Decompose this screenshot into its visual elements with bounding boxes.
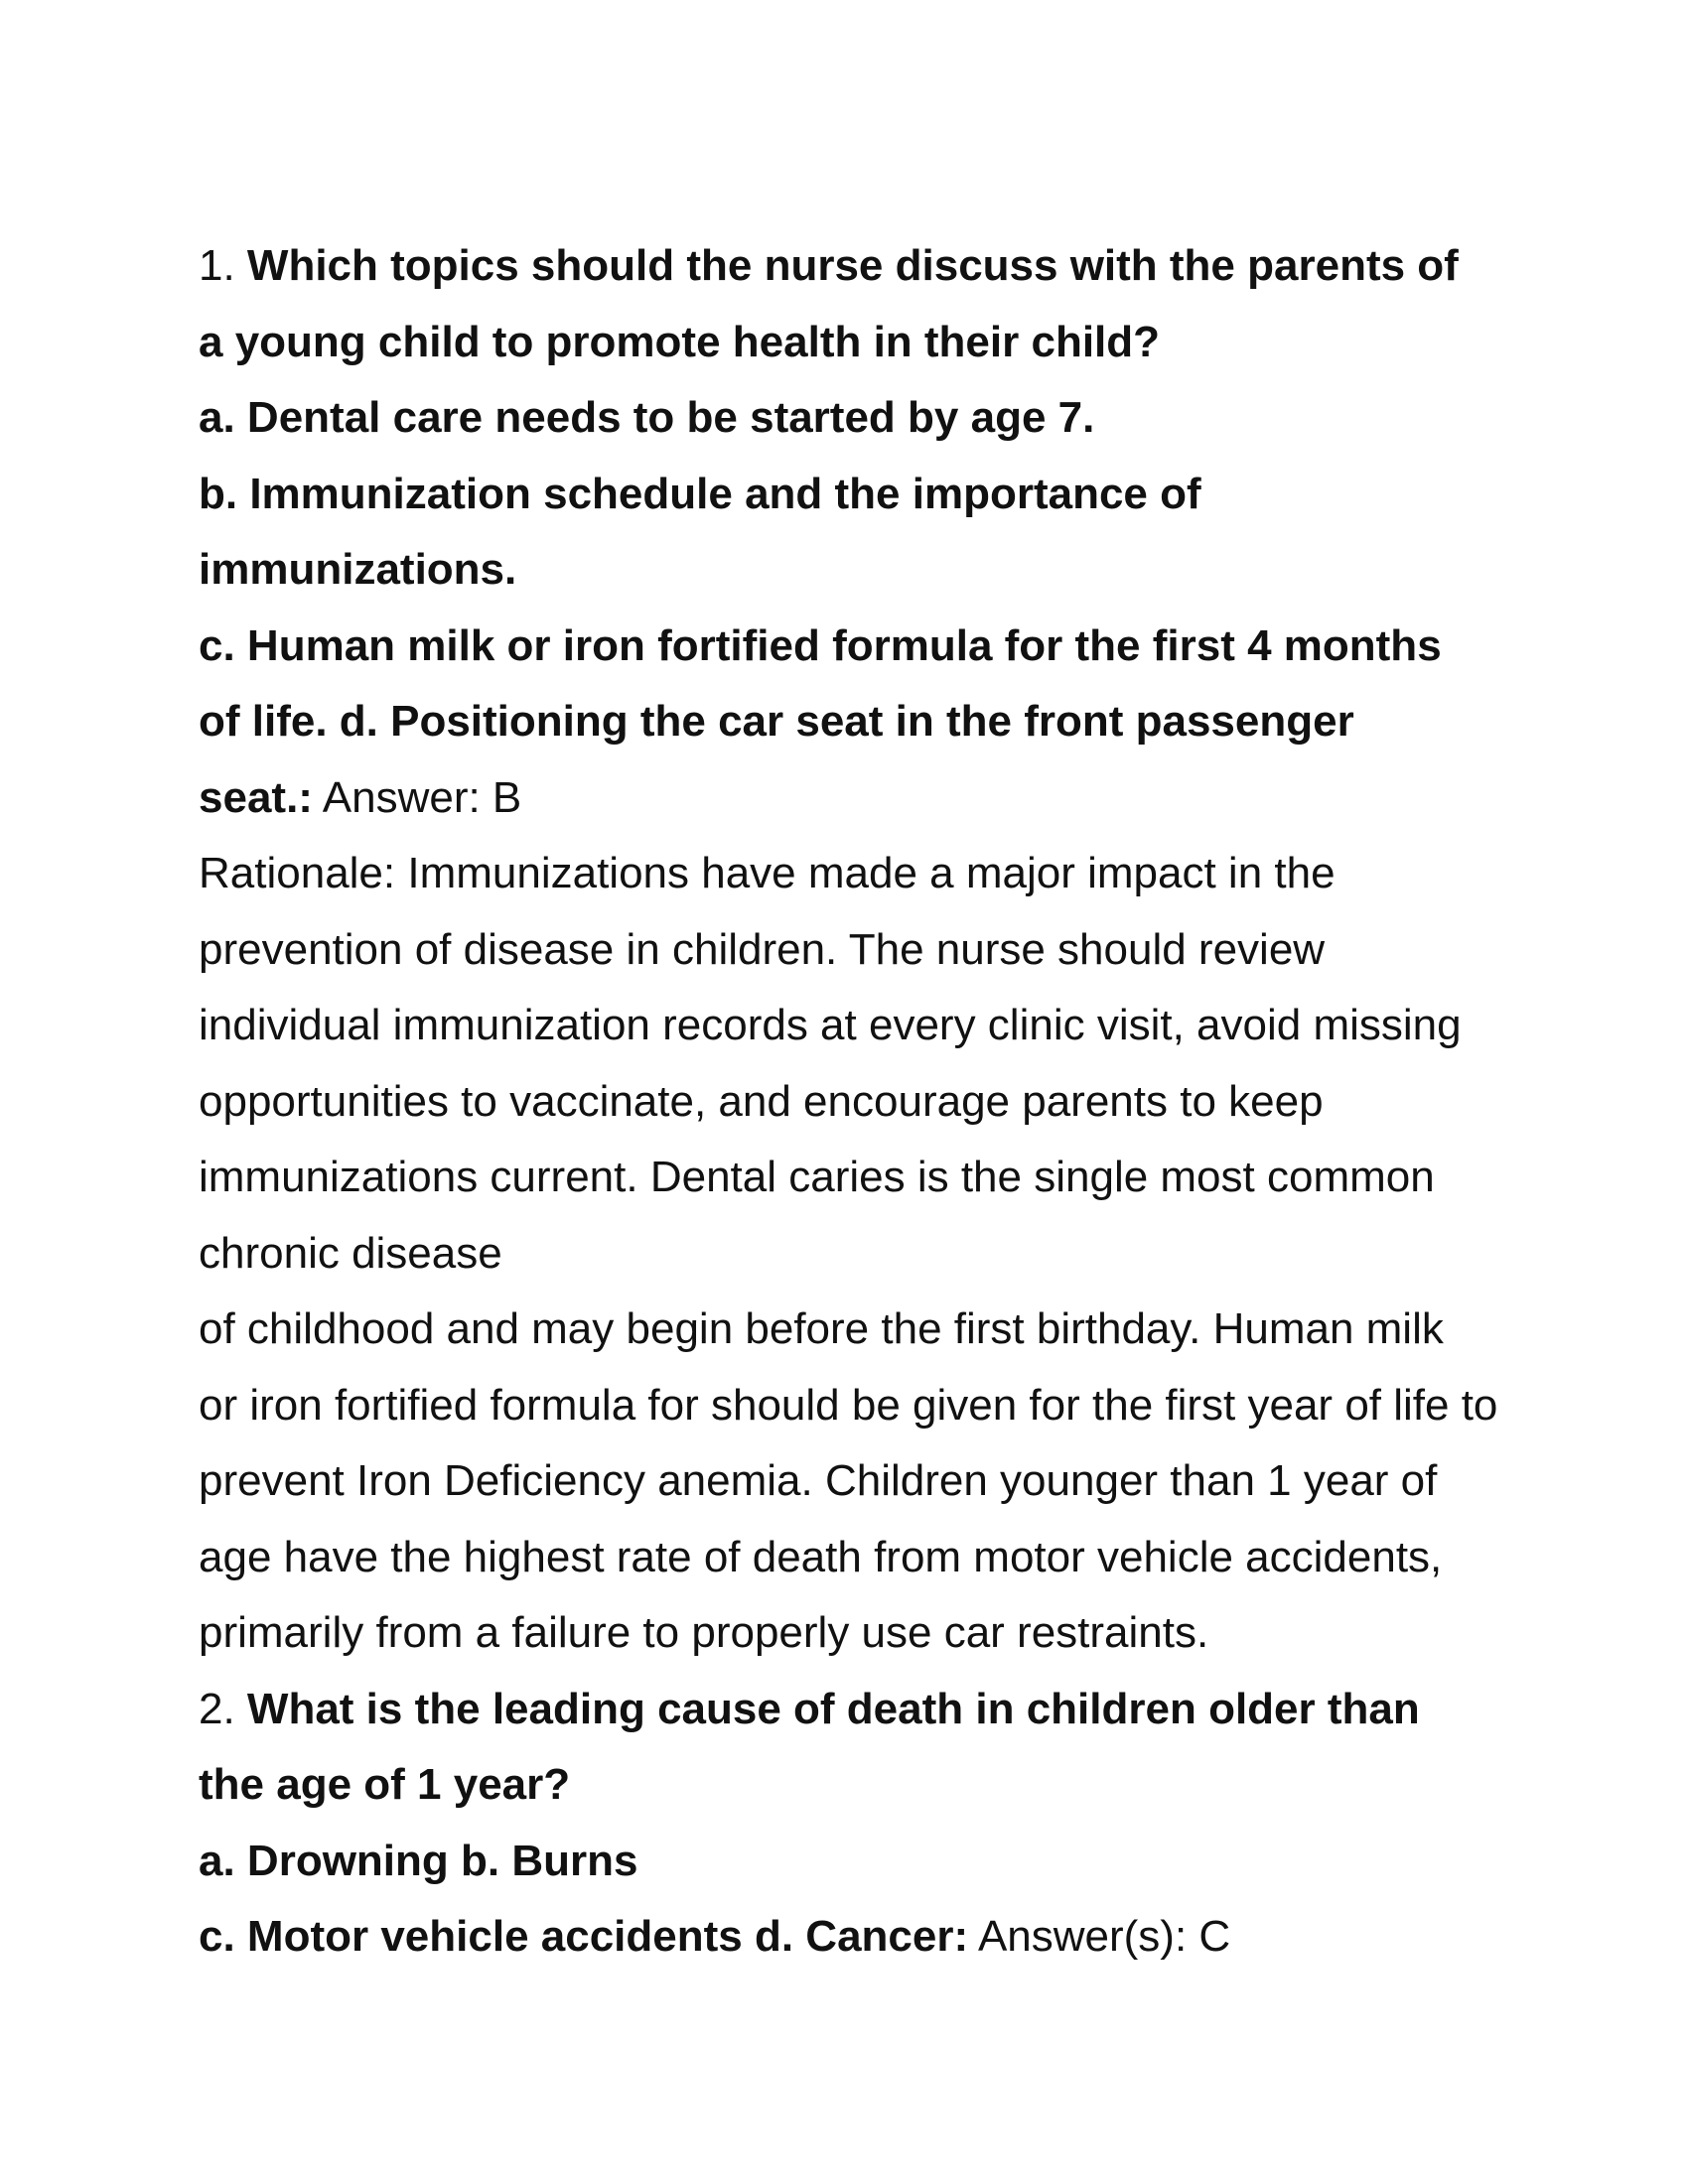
q2-options-cd-answer-line xyxy=(199,1899,1509,1976)
q1-rationale-line-2: prevention of disease in children. The nurse should review xyxy=(199,924,1326,974)
q1-rationale-line-10: age have the highest rate of death from motor vehicle accidents, xyxy=(199,1532,1443,1581)
q1-option-cd-line-2: of life. d. Positioning the car seat in the front passenger xyxy=(199,697,1354,746)
q2-options-ab: a. Drowning b. Burns xyxy=(199,1836,638,1885)
q1-question-text-1: Which topics should the nurse discuss with the parents of xyxy=(246,241,1459,290)
q1-rationale-line-11: primarily from a failure to properly use car restraints. xyxy=(199,1608,1209,1657)
q2-question-line-2: the age of 1 year? xyxy=(199,1760,571,1809)
q2-question-text-1: What is the leading cause of death in children older than xyxy=(246,1684,1420,1733)
q1-rationale-line-6: chronic disease xyxy=(199,1228,502,1278)
q2-question-line-1 xyxy=(199,1672,1509,1748)
q1-answer: Answer: B xyxy=(312,772,522,822)
q1-option-d-tail: seat.: xyxy=(199,772,313,822)
q1-rationale-line-4: opportunities to vaccinate, and encourage parents to keep xyxy=(199,1076,1324,1126)
q1-number: 1. xyxy=(199,241,247,290)
q2-options-cd: c. Motor vehicle accidents d. Cancer: xyxy=(199,1912,969,1961)
q2-answer: Answer(s): C xyxy=(968,1912,1231,1961)
q1-option-d-answer-line xyxy=(199,760,1509,837)
q1-option-a: a. Dental care needs to be started by age 7. xyxy=(199,393,1095,442)
q1-question-line-1 xyxy=(199,228,1509,305)
q1-rationale-line-8: or iron fortified formula for should be given for the first year of life to xyxy=(199,1380,1498,1430)
q1-rationale-line-9: prevent Iron Deficiency anemia. Children younger than 1 year of xyxy=(199,1456,1438,1505)
q1-option-b-line-2: immunizations. xyxy=(199,545,517,594)
q1-option-b-line-1: b. Immunization schedule and the importance of xyxy=(199,469,1201,518)
document-page xyxy=(199,228,1509,1976)
q1-rationale-line-7: of childhood and may begin before the first birthday. Human milk xyxy=(199,1304,1444,1353)
q1-rationale-line-5: immunizations current. Dental caries is the single most common xyxy=(199,1153,1435,1201)
q1-rationale-line-1: Rationale: Immunizations have made a major impact in the xyxy=(199,849,1336,897)
q1-question-line-2: a young child to promote health in their child? xyxy=(199,317,1161,366)
q1-option-c-line-1: c. Human milk or iron fortified formula for the first 4 months xyxy=(199,620,1442,670)
q1-rationale-line-3: individual immunization records at every clinic visit, avoid missing xyxy=(199,1001,1462,1049)
q2-number: 2. xyxy=(199,1684,247,1733)
